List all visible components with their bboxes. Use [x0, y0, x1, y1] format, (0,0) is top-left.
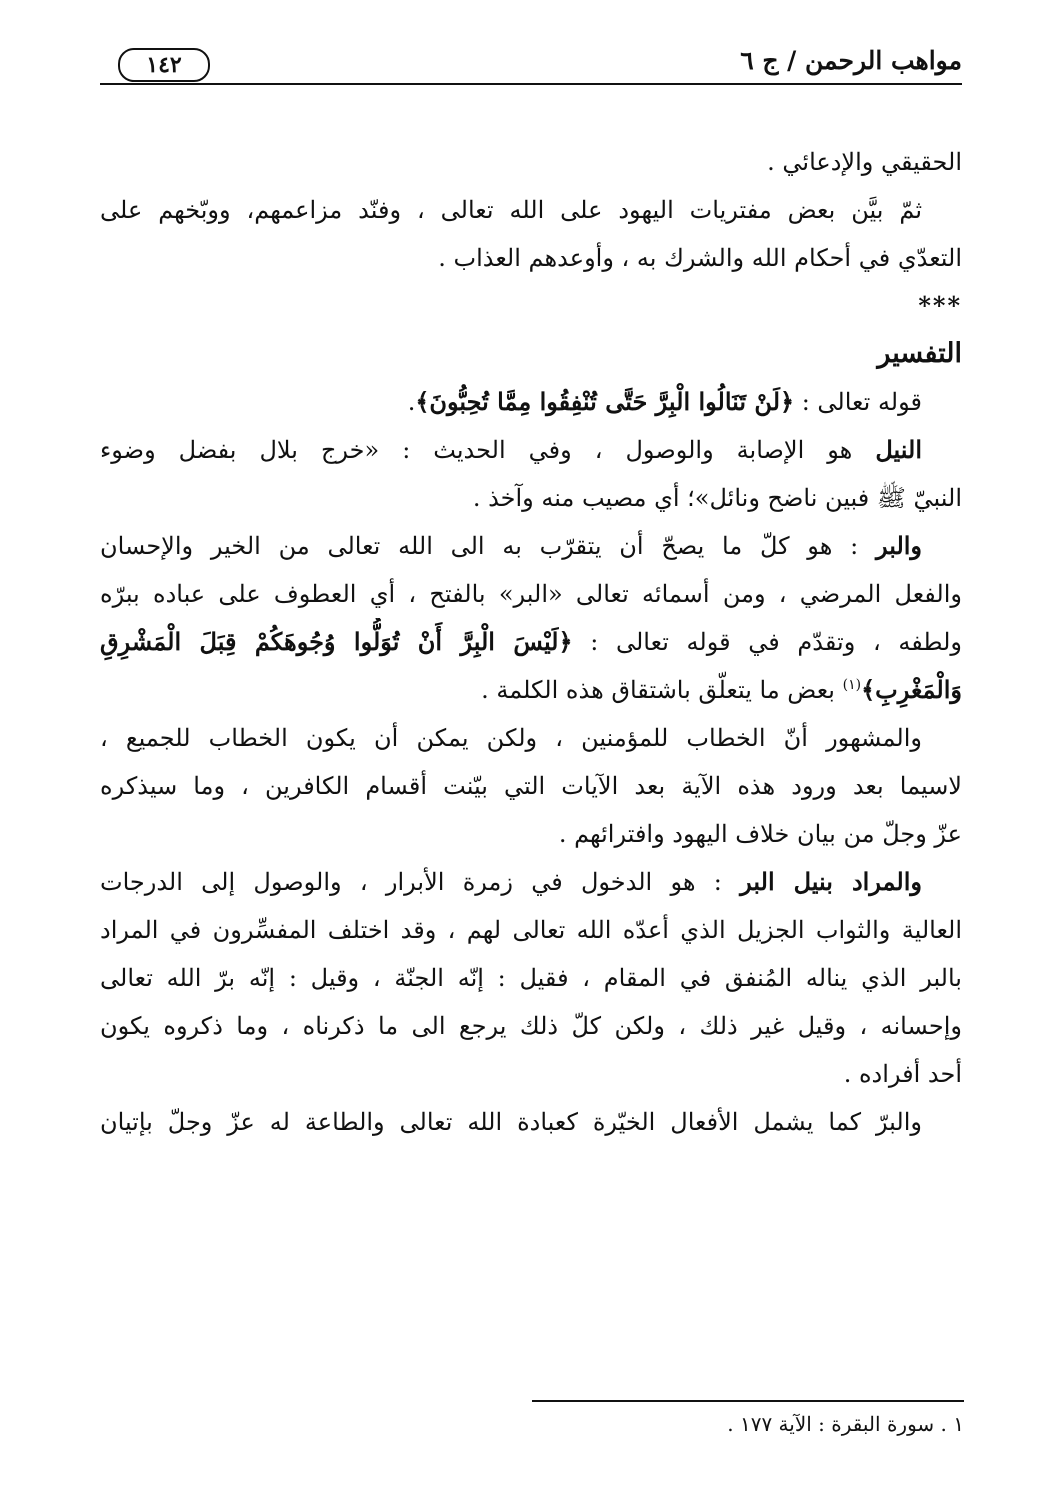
verse-intro: قوله تعالى : — [794, 388, 922, 416]
text-line-1: الحقيقي والإدعائي . — [767, 148, 962, 176]
text-line-12: لاسيما بعد ورود هذه الآية بعد الآيات التي بيّنت أقسام الكافرين ، وما سيذكره — [100, 772, 962, 800]
text-line-10-rest: بعض ما يتعلّق باشتقاق هذه الكلمة . — [481, 676, 843, 704]
text-line-3: التعدّي في أحكام الله والشرك به ، وأوعدهم العذاب . — [438, 244, 962, 272]
page-body — [100, 138, 962, 1146]
text-line-7-rest: : هو كلّ ما يصحّ أن يتقرّب به الى الله تعالى من الخير والإحسان — [100, 532, 876, 560]
text-line-15: العالية والثواب الجزيل الذي أعدّه الله تعالى لهم ، وقد اختلف المفسِّرون في المراد — [100, 916, 962, 944]
quran-verse: ﴿لَنْ تَنَالُوا الْبِرَّ حَتَّى تُنْفِقُوا مِمَّا تُحِبُّونَ﴾ — [415, 387, 795, 416]
text-line-18: أحد أفراده . — [843, 1060, 962, 1088]
text-line-8: والفعل المرضي ، ومن أسمائه تعالى «البر» بالفتح ، أي العطوف على عباده ببرّه — [100, 580, 962, 608]
term-birr: والبر — [875, 531, 923, 560]
footnote: ١ . سورة البقرة : الآية ١٧٧ . — [727, 1412, 964, 1436]
footnote-ref: (١) — [842, 677, 862, 693]
running-title: مواهب الرحمن / ج ٦ — [740, 46, 962, 75]
page-header — [100, 40, 962, 86]
quran-verse-2-end: وَالْمَغْرِبِ﴾ — [861, 675, 962, 704]
text-line-11: والمشهور أنّ الخطاب للمؤمنين ، ولكن يمكن أن يكون الخطاب للجميع ، — [100, 724, 922, 752]
quran-verse-2: ﴿لَيْسَ الْبِرَّ أَنْ تُوَلُّوا وُجُوهَكُمْ قِبَلَ الْمَشْرِقِ — [100, 627, 573, 656]
footnote-rule — [532, 1400, 964, 1402]
text-line-5-rest: هو الإصابة والوصول ، وفي الحديث : «خرج بلال بفضل وضوء — [100, 436, 876, 464]
verse-end: . — [407, 388, 416, 416]
text-line-14-rest: : هو الدخول في زمرة الأبرار ، والوصول إلى الدرجات — [100, 868, 741, 896]
page-number: ١٤٢ — [118, 48, 210, 82]
term-nayl: النيل — [875, 435, 922, 464]
text-line-7 — [100, 522, 962, 570]
text-line-9-intro: ولطفه ، وتقدّم في قوله تعالى : — [572, 628, 962, 656]
text-line-19: والبرّ كما يشمل الأفعال الخيّرة كعبادة الله تعالى والطاعة له عزّ وجلّ بإتيان — [100, 1108, 922, 1136]
header-rule — [100, 83, 962, 85]
section-separator: *** — [918, 291, 962, 320]
verse-line — [100, 378, 962, 426]
term-nayl-birr: والمراد بنيل البر — [740, 867, 923, 896]
text-line-17: وإحسانه ، وقيل غير ذلك ، ولكن كلّ ذلك يرجع الى ما ذكرناه ، وما ذكروه يكون — [100, 1012, 962, 1040]
text-line-14 — [100, 858, 962, 906]
text-line-5 — [100, 426, 962, 474]
text-line-6: النبيّ ﷺ فبين ناضح ونائل»؛ أي مصيب منه وآخذ . — [472, 484, 962, 512]
text-line-9 — [100, 618, 962, 666]
text-line-16: بالبر الذي يناله المُنفق في المقام ، فقيل : إنّه الجنّة ، وقيل : إنّه برّ الله تعالى — [100, 964, 962, 992]
text-line-13: عزّ وجلّ من بيان خلاف اليهود وافترائهم . — [558, 820, 962, 848]
text-line-10 — [100, 666, 962, 714]
section-heading: التفسير — [877, 338, 962, 369]
text-line-2: ثمّ بيَّن بعض مفتريات اليهود على الله تعالى ، وفنّد مزاعمهم، ووبّخهم على — [100, 196, 922, 224]
